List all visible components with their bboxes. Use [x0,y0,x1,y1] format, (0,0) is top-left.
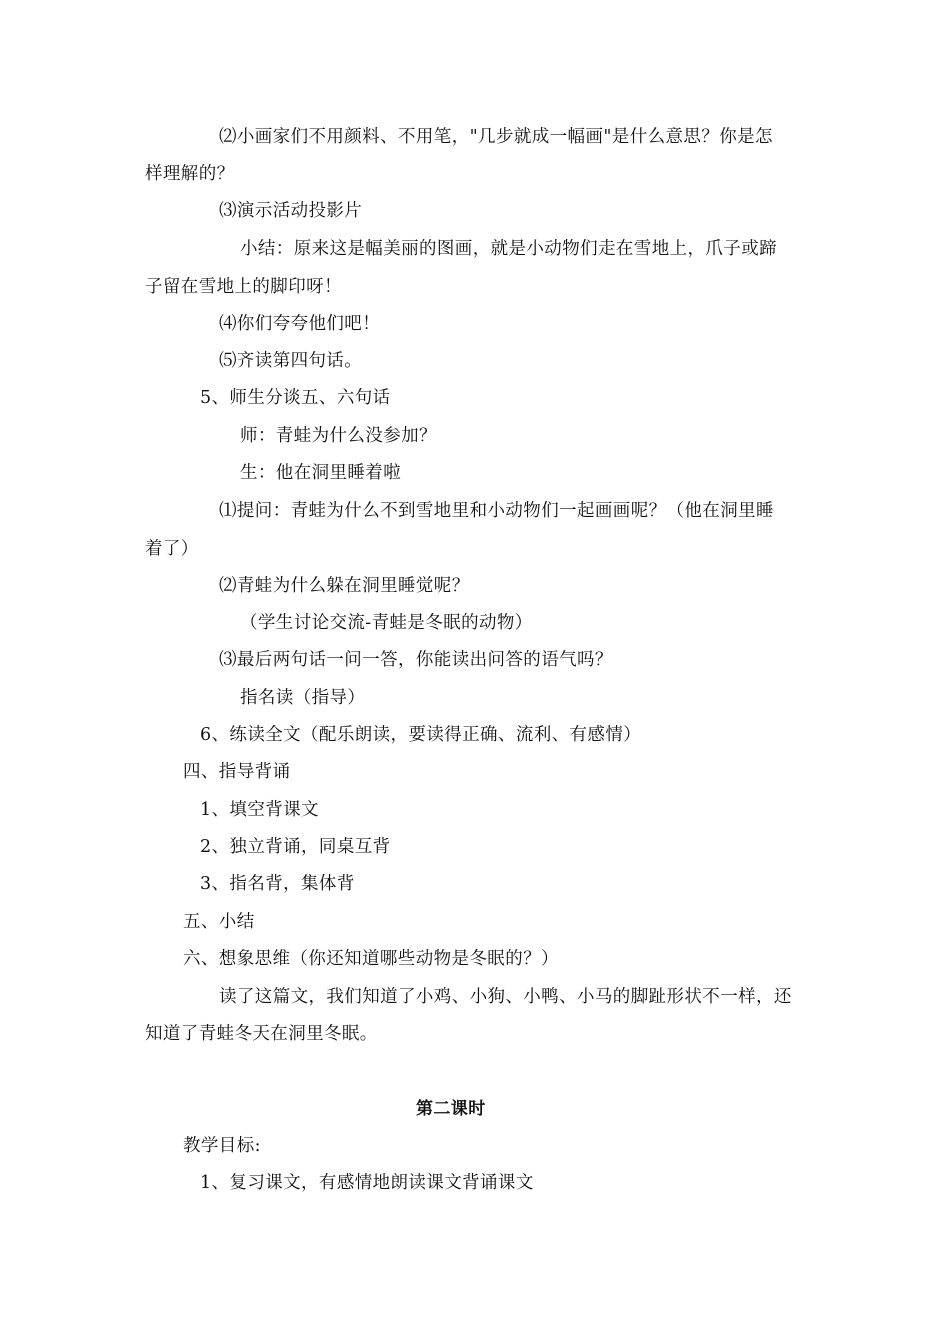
summary-line-2: 子留在雪地上的脚印呀！ [145,277,342,297]
question-3-dialogue: ⑶最后两句话一问一答，你能读出问答的语气吗？ [219,650,613,670]
question-2-line-2: 样理解的？ [145,164,235,184]
student-line: 生：他在洞里睡着啦 [240,463,402,483]
goal-item-1: 1、复习课文，有感情地朗读课文背诵课文 [200,1173,534,1193]
recite-item-2: 2、独立背诵，同桌互背 [200,837,391,857]
section-4-heading: 四、指导背诵 [183,762,291,782]
item-3-demo: ⑶演示活动投影片 [219,201,363,221]
named-reading: 指名读（指导） [240,688,366,708]
section-6-heading: 六、想象思维（你还知道哪些动物是冬眠的？） [183,949,559,969]
teaching-goals-label: 教学目标: [183,1136,261,1156]
teacher-line: 师：青蛙为什么没参加？ [240,426,437,446]
step-5-heading: 5、师生分谈五、六句话 [200,388,391,408]
question-1-line-2: 着了） [145,539,199,559]
closing-line-1: 读了这篇文，我们知道了小鸡、小狗、小鸭、小马的脚趾形状不一样，还 [219,987,792,1007]
question-2-frog: ⑵青蛙为什么躲在洞里睡觉呢？ [219,576,470,596]
step-6-heading: 6、练读全文（配乐朗读，要读得正确、流利、有感情） [200,725,642,745]
discussion-note: （学生讨论交流-青蛙是冬眠的动物） [240,613,533,633]
lesson-2-title: 第二课时 [416,1099,486,1119]
recite-item-3: 3、指名背，集体背 [200,874,355,894]
summary-line-1: 小结：原来这是幅美丽的图画，就是小动物们走在雪地上，爪子或蹄 [240,239,777,259]
question-2-line-1: ⑵小画家们不用颜料、不用笔，"几步就成一幅画"是什么意思？你是怎 [219,127,773,147]
section-5-heading: 五、小结 [183,912,255,932]
recite-item-1: 1、填空背课文 [200,800,319,820]
item-5-read: ⑸齐读第四句话。 [219,351,363,371]
closing-line-2: 知道了青蛙冬天在洞里冬眠。 [145,1024,378,1044]
item-4-praise: ⑷你们夸夸他们吧！ [219,314,381,334]
question-1-line-1: ⑴提问：青蛙为什么不到雪地里和小动物们一起画画呢？（他在洞里睡 [219,501,774,521]
